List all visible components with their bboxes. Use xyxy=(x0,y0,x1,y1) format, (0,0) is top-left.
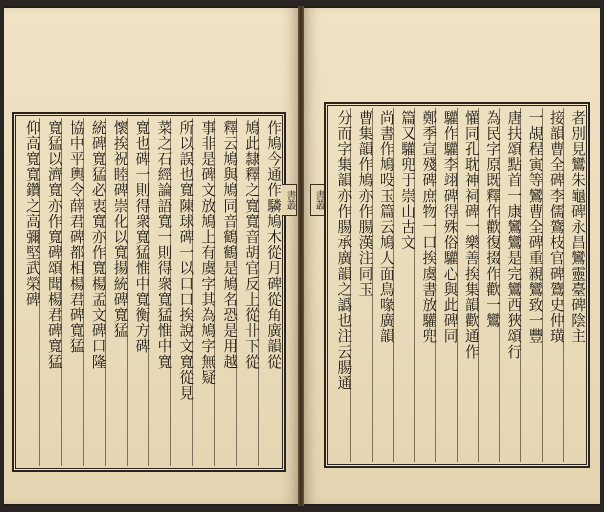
text-column: 釋云鳩與鳩同音鶴鶴是鳩名恐是用越 xyxy=(214,118,236,466)
text-column: 寬也碑一則得衆寬猛惟中寬衡方碑 xyxy=(127,118,149,466)
right-text-frame xyxy=(324,102,590,468)
text-column: 接韻曹全碑李儒鷟枝官碑鷟史仲璜 xyxy=(542,108,563,462)
text-column: 分而字集韻亦作腸承廣韻之譌也注云腸通 xyxy=(335,110,353,391)
text-column: 驩作驩李翊碑得殊俗驩心與此碑同 xyxy=(435,108,456,462)
open-book xyxy=(4,6,600,506)
left-columns xyxy=(18,118,280,466)
left-page-edge-tab: 書叢 xyxy=(282,184,297,216)
text-column: 懽同孔耽神祠碑一樂善挨集韻歡通作 xyxy=(457,108,478,462)
right-page xyxy=(304,8,600,504)
text-column: 曹集韻作鳩亦作腸漢注同玉 xyxy=(350,108,371,462)
text-column: 鄭季宣殘碑庶物一口挨虞書放驩兜 xyxy=(414,108,435,462)
left-text-frame xyxy=(12,112,286,472)
text-column: 唐扶頌點首一康鸞鸞是完鸞西狹頌行 xyxy=(499,108,520,462)
left-page xyxy=(4,8,298,504)
text-column: 尚書作鳩吺玉篇云鳩人面鳥喙廣韻 xyxy=(372,108,393,462)
right-columns xyxy=(330,108,584,462)
text-column: 事非是碑文放鳩上有虞字其為鳩字無疑 xyxy=(192,118,214,466)
text-column: 為民字原既釋作歡復掇作歡一鸞 xyxy=(478,108,499,462)
text-column: 鳩此隸釋之寬寬音胡官反上從卝下從 xyxy=(236,118,258,466)
text-column: 者別見鸞朱龜碑永昌鸞靈臺碑陰主 xyxy=(563,108,584,462)
text-column: 懷挨祝睦碑崇化以寬揚統碑寬猛 xyxy=(105,118,127,466)
text-column: 篇又驩兜于崇山古文 xyxy=(393,108,414,462)
text-column: 菜之石經論語寬一則得衆寬猛惟中寬 xyxy=(148,118,170,466)
text-column: 仰高寬寬鑽之高彌堅武榮碑 xyxy=(23,120,41,308)
text-column: 一覘程寅等鸞曹全碑重親鸞致一豐 xyxy=(520,108,541,462)
text-column: 統碑寬猛必衷寬亦作寬楊孟文碑口隆 xyxy=(83,118,105,466)
text-column: 協中平輿令薛君碑都相楊君碑寬猛 xyxy=(61,118,83,466)
right-page-edge-tab: 書叢 xyxy=(310,184,325,216)
text-column: 作鳩今通作驎鳩木從月碑從角廣韻從 xyxy=(258,118,280,466)
text-column: 寬猛以濟寬亦作寬碑頌聞楊君碑寬猛 xyxy=(39,118,61,466)
text-column: 所以誤也寬陳球碑一以口口挨說文寬從見 xyxy=(170,118,192,466)
